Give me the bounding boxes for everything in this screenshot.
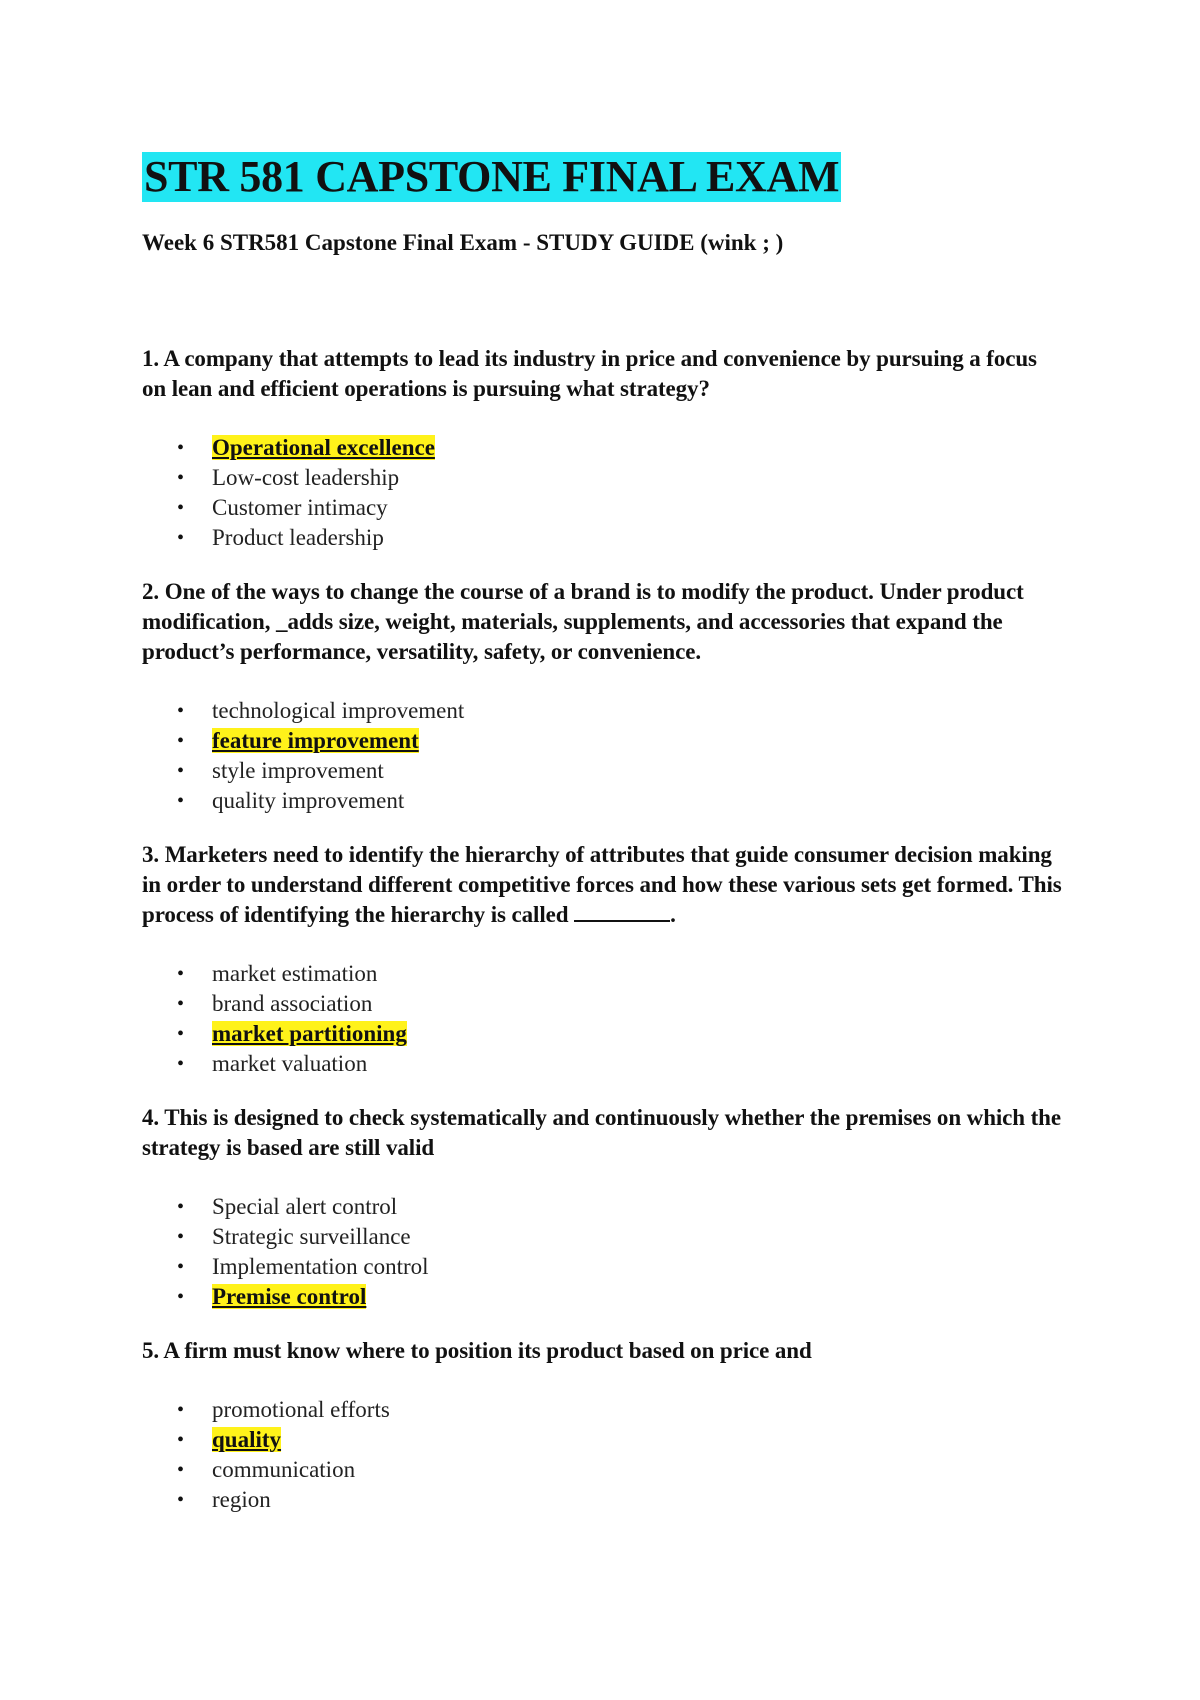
bullet-icon: • — [177, 1286, 185, 1308]
question-text: 2. One of the ways to change the course of a brand is to modify the product. Under product modification, _adds size, weight, materials, supplements, and accessories that expand the product’s performance, versatility, safety, or convenience. — [142, 579, 1024, 664]
question-block-2 — [142, 577, 1062, 816]
bullet-icon: • — [177, 1399, 185, 1421]
option-label: Special alert control — [212, 1194, 398, 1219]
question-text-before-blank: 3. Marketers need to identify the hierarchy of attributes that guide consumer decision making in order to understand different competitive forces and how these various sets get formed. This process of identifying the hierarchy is called — [142, 842, 1062, 927]
option-label: quality improvement — [212, 788, 405, 813]
document-title: STR 581 CAPSTONE FINAL EXAM — [144, 152, 840, 201]
option-item-correct — [142, 726, 1062, 756]
bullet-icon: • — [177, 760, 185, 782]
option-label: Strategic surveillance — [212, 1224, 411, 1249]
question-text: 4. This is designed to check systematically and continuously whether the premises on which the strategy is based are still valid — [142, 1105, 1061, 1160]
bullet-icon: • — [177, 1429, 185, 1451]
option-item — [142, 1049, 1062, 1079]
option-item — [142, 989, 1062, 1019]
bullet-icon: • — [177, 1226, 185, 1248]
option-item-correct — [142, 1019, 1062, 1049]
option-label: communication — [212, 1457, 356, 1482]
option-label: Customer intimacy — [212, 495, 388, 520]
option-label: Product leadership — [212, 525, 384, 550]
question-block-1 — [142, 344, 1062, 553]
question-text: 5. A firm must know where to position its product based on price and — [142, 1338, 812, 1363]
bullet-icon: • — [177, 1053, 185, 1075]
option-item — [142, 493, 1062, 523]
option-item — [142, 1455, 1062, 1485]
option-label: brand association — [212, 991, 373, 1016]
bullet-icon: • — [177, 730, 185, 752]
option-list — [142, 433, 1062, 553]
option-label: feature improvement — [212, 728, 419, 753]
document-subtitle: Week 6 STR581 Capstone Final Exam - STUDY GUIDE (wink ; ) — [142, 230, 784, 255]
question-block-5 — [142, 1336, 1062, 1515]
question-text-after-blank: . — [670, 902, 676, 927]
option-item — [142, 959, 1062, 989]
option-label: technological improvement — [212, 698, 465, 723]
option-item — [142, 463, 1062, 493]
option-item — [142, 1485, 1062, 1515]
option-item — [142, 696, 1062, 726]
bullet-icon: • — [177, 790, 185, 812]
option-item-correct — [142, 433, 1062, 463]
option-item — [142, 523, 1062, 553]
answer-blank — [574, 900, 670, 922]
option-item — [142, 1192, 1062, 1222]
option-label: style improvement — [212, 758, 384, 783]
option-label: market partitioning — [212, 1021, 407, 1046]
bullet-icon: • — [177, 700, 185, 722]
bullet-icon: • — [177, 1489, 185, 1511]
question-text: 1. A company that attempts to lead its industry in price and convenience by pursuing a focus on lean and efficient operations is pursuing what strategy? — [142, 346, 1037, 401]
option-item — [142, 756, 1062, 786]
question-block-3 — [142, 840, 1062, 1079]
option-label: market estimation — [212, 961, 378, 986]
bullet-icon: • — [177, 497, 185, 519]
option-label: Implementation control — [212, 1254, 429, 1279]
bullet-icon: • — [177, 1196, 185, 1218]
option-list — [142, 1192, 1062, 1312]
bullet-icon: • — [177, 1256, 185, 1278]
option-label: Premise control — [212, 1284, 367, 1309]
bullet-icon: • — [177, 1023, 185, 1045]
option-list — [142, 959, 1062, 1079]
option-item — [142, 786, 1062, 816]
bullet-icon: • — [177, 527, 185, 549]
option-item-correct — [142, 1282, 1062, 1312]
option-label: quality — [212, 1427, 282, 1452]
option-label: region — [212, 1487, 271, 1512]
bullet-icon: • — [177, 963, 185, 985]
option-list — [142, 696, 1062, 816]
bullet-icon: • — [177, 437, 185, 459]
option-list — [142, 1395, 1062, 1515]
question-block-4 — [142, 1103, 1062, 1312]
option-item — [142, 1252, 1062, 1282]
option-item — [142, 1395, 1062, 1425]
bullet-icon: • — [177, 993, 185, 1015]
exam-document — [142, 152, 1062, 1515]
option-label: Operational excellence — [212, 435, 435, 460]
option-item — [142, 1222, 1062, 1252]
bullet-icon: • — [177, 1459, 185, 1481]
option-label: promotional efforts — [212, 1397, 390, 1422]
option-label: market valuation — [212, 1051, 368, 1076]
question-text — [142, 840, 1062, 930]
option-label: Low-cost leadership — [212, 465, 400, 490]
option-item-correct — [142, 1425, 1062, 1455]
bullet-icon: • — [177, 467, 185, 489]
